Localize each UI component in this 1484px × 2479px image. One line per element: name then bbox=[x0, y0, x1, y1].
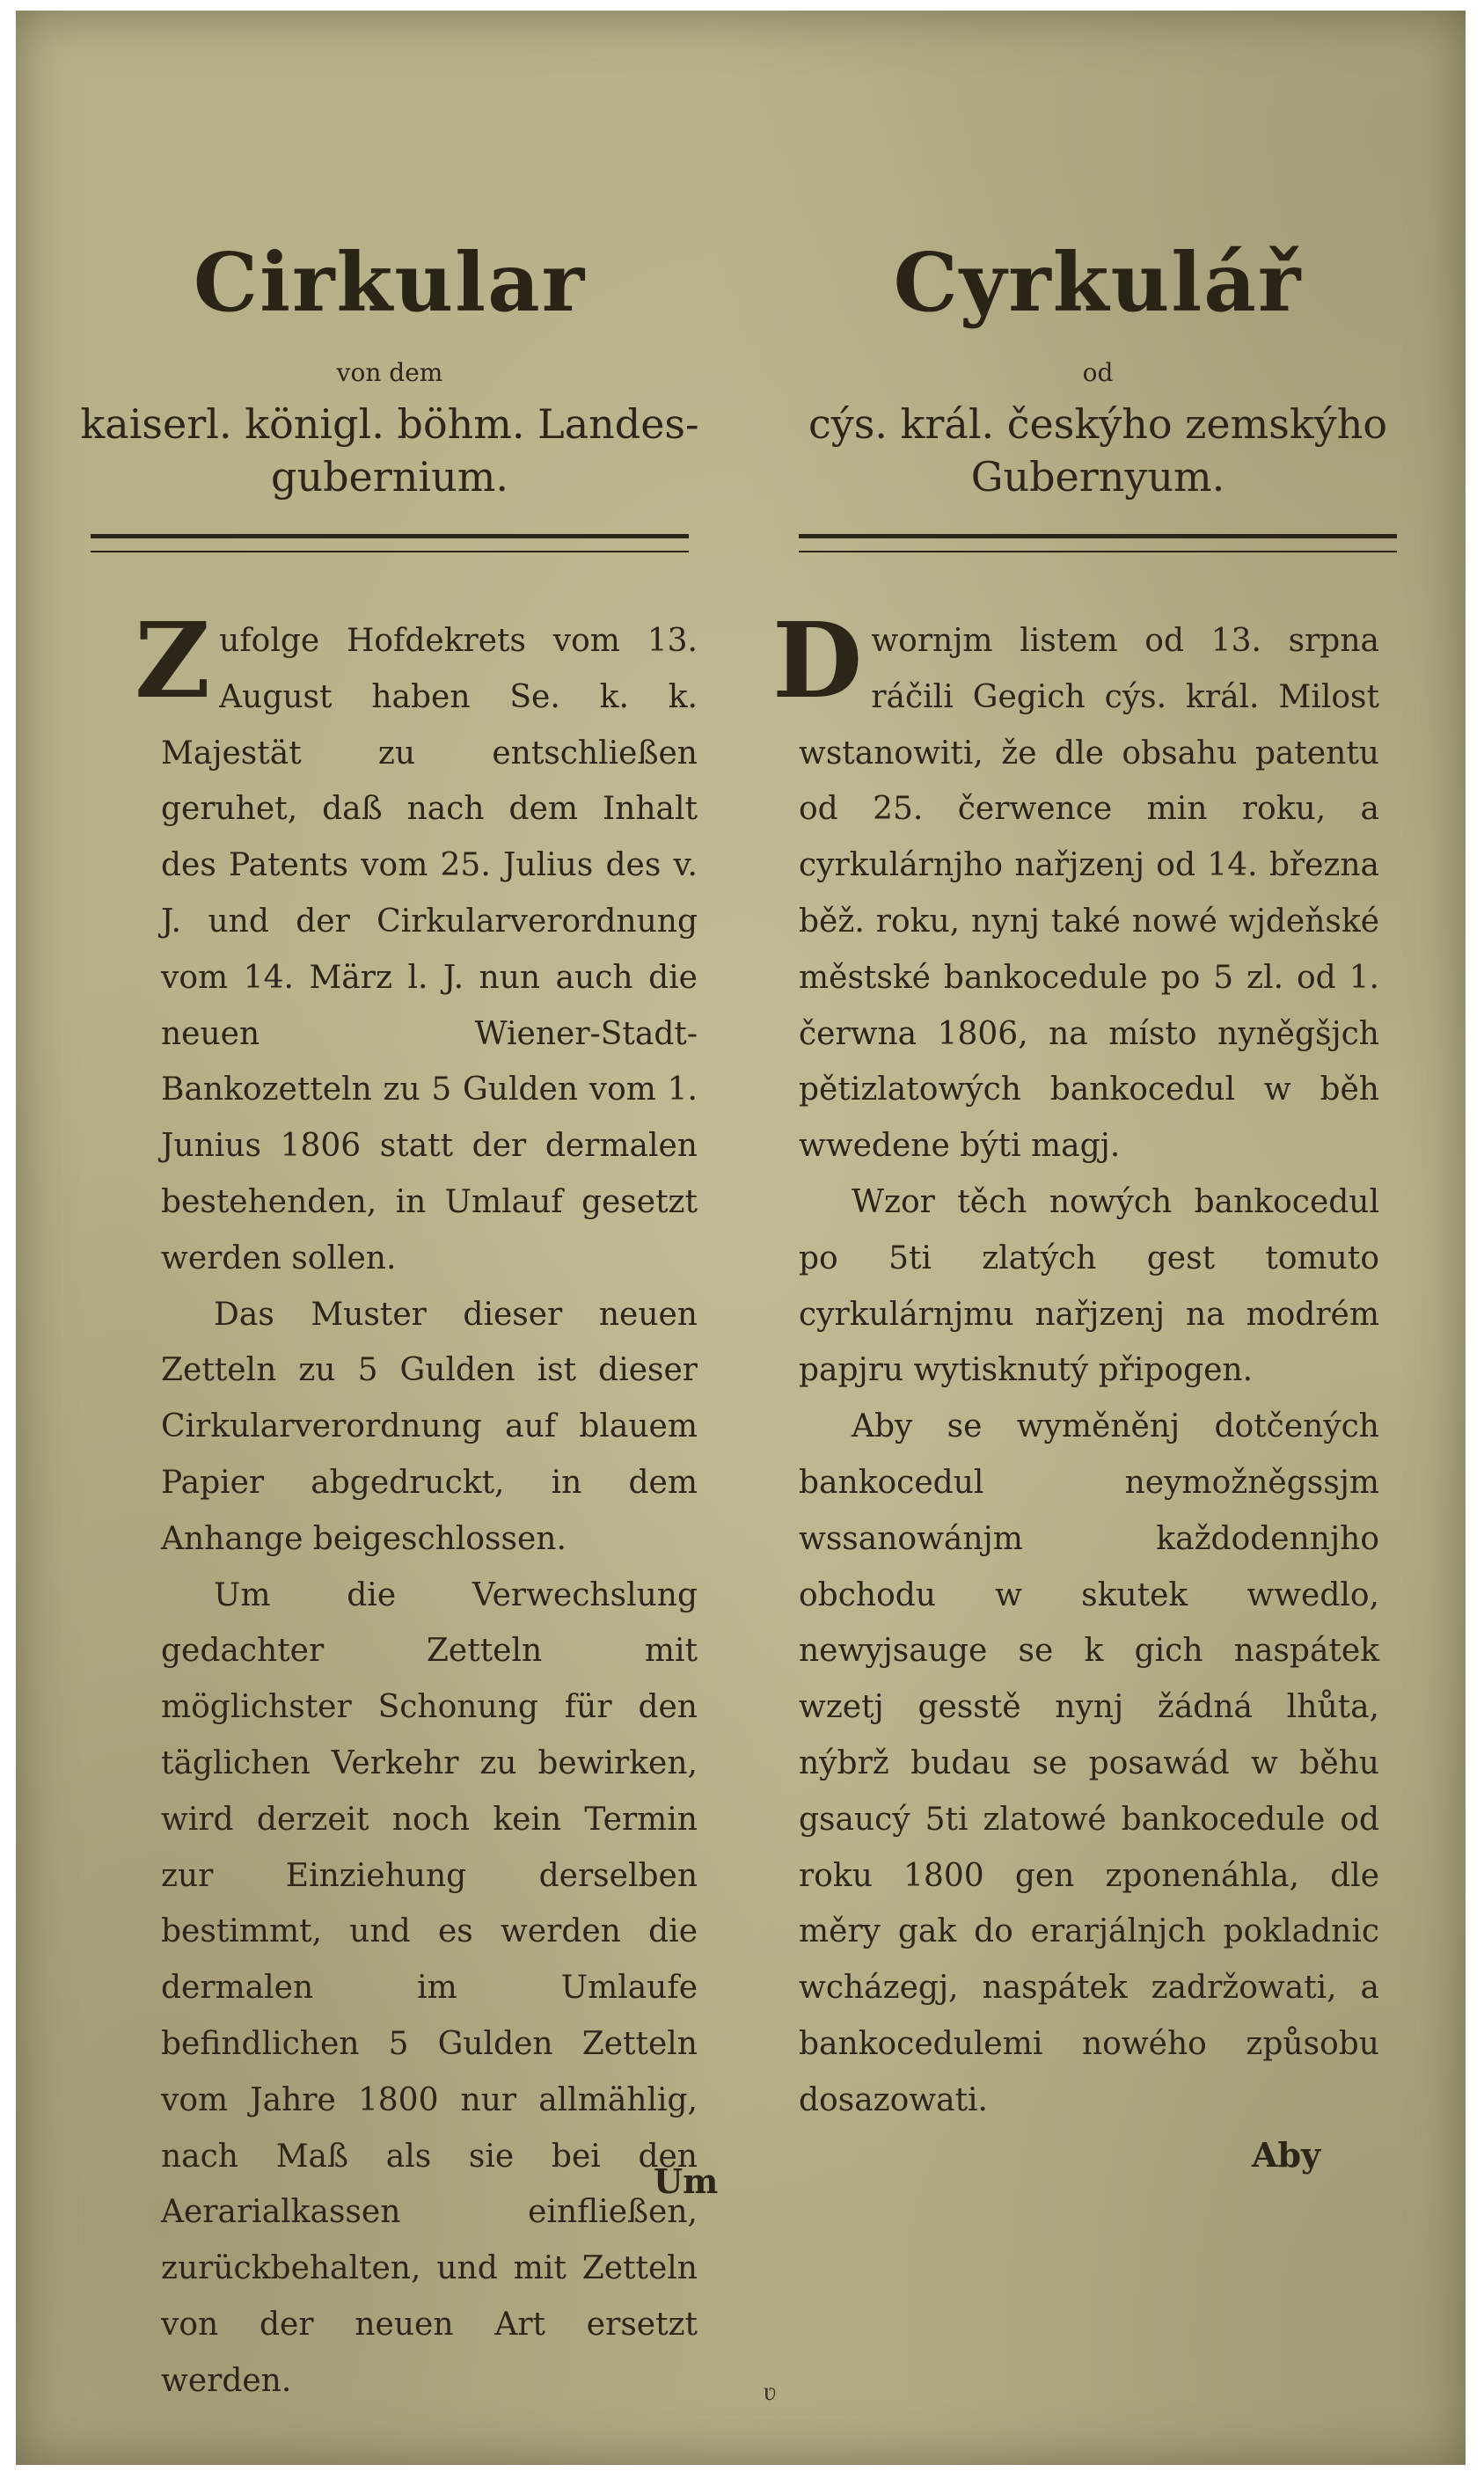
czech-subtitle: od bbox=[1082, 358, 1114, 387]
german-dropcap: Z bbox=[135, 599, 211, 721]
czech-paragraph-1 bbox=[772, 599, 1379, 1174]
german-paragraph-3: Um die Verwechslung gedachter Zetteln mit möglichster Schonung für den täglichen Verkehr zu bewirken, wird derzeit noch kein Termin zur Einziehung derselben bestimmt, und es werden die dermalen im Umlaufe befindlichen 5 Gulden Zetteln vom Jahre 1800 nur allmählig, nach Maß als sie bei den Aerarialkassen einfließen, zurückbehalten, und mit Zetteln von der neuen Art ersetzt werden. bbox=[161, 1576, 698, 2399]
czech-dropcap: D bbox=[772, 599, 863, 721]
german-paragraph-1 bbox=[135, 599, 698, 1287]
czech-title: Cyrkulář bbox=[893, 235, 1303, 330]
paper-sheet bbox=[16, 11, 1466, 2465]
german-title: Cirkular bbox=[193, 235, 587, 330]
german-subtitle: von dem bbox=[336, 358, 443, 387]
czech-catchword: Aby bbox=[1252, 2135, 1321, 2175]
german-body bbox=[135, 599, 698, 2410]
czech-body bbox=[772, 599, 1379, 2129]
german-rule bbox=[91, 534, 689, 552]
czech-authority: cýs. král. českýho zemskýho Gubernyum. bbox=[808, 400, 1388, 501]
czech-column bbox=[764, 11, 1432, 2386]
german-paragraph-1-text: ufolge Hofdekrets vom 13. August haben Se. k. k. Majestät zu entschließen geruhet, daß nach dem Inhalt des Patents vom 25. Julius des v. J. und der Cirkularverordnung vom 14. März l. J. nun auch die neuen Wiener-Stadt-Bankozetteln zu 5 Gulden vom 1. Junius 1806 statt der dermalen bestehenden, in Umlauf gesetzt werden sollen. bbox=[161, 623, 698, 1276]
german-authority: kaiserl. königl. böhm. Landes- gubernium. bbox=[80, 400, 699, 501]
czech-rule bbox=[799, 534, 1397, 552]
german-column bbox=[55, 11, 724, 2399]
czech-paragraph-1-text: wornjm listem od 13. srpna ráčili Gegich cýs. král. Milost wstanowiti, že dle obsahu patentu od 25. čerwence min roku, a cyrkulárnjho nařjzenj od 14. března běž. roku, nynj také nowé wjdeňské městské bankocedule po 5 zl. od 1. čerwna 1806, na místo nyněgšjch pětizlatowých bankocedul w běh wwedene býti magj. bbox=[799, 623, 1379, 1165]
german-paragraph-2: Das Muster dieser neuen Zetteln zu 5 Gulden ist dieser Cirkularverordnung auf blauem Papier abgedruckt, in dem Anhange beigeschlossen. bbox=[161, 1296, 698, 1557]
czech-paragraph-2: Wzor těch nowých bankocedul po 5ti zlatých gest tomuto cyrkulárnjmu nařjzenj na modrém papjru wytisknutý připogen. bbox=[799, 1183, 1379, 1389]
german-catchword: Um bbox=[654, 2161, 719, 2201]
czech-paragraph-3: Aby se wyměněnj dotčených bankocedul neymožněgssjm wssanowánjm každodennjho obchodu w skutek wwedlo, newyjsauge se k gich naspátek wzetj gesstě nynj žádná lhůta, nýbrž budau se posawád w běhu gsaucý 5ti zlatowé bankocedule od roku 1800 gen zponenáhla, dle měry gak do erarjálnjch pokladnic wcházegj, naspátek zadržowati, a bankocedulemi nowého způsobu dosazowati. bbox=[799, 1408, 1379, 2118]
footer-mark: ʋ bbox=[764, 2377, 777, 2406]
